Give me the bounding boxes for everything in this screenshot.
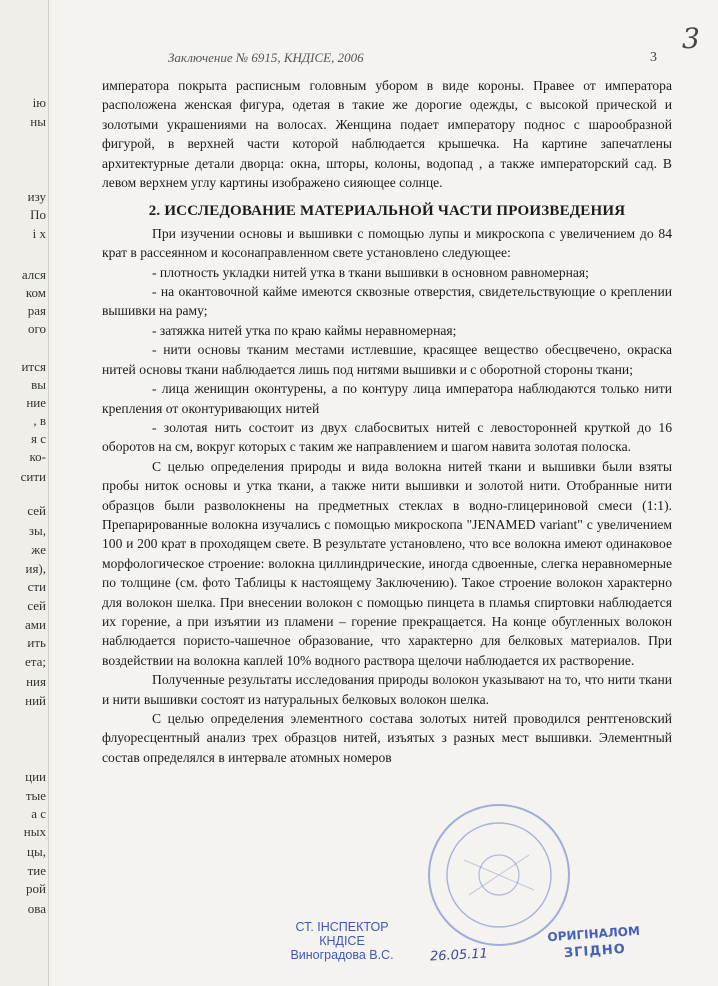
stamp-line: СТ. ІНСПЕКТОР bbox=[295, 920, 389, 934]
margin-fragment: жe bbox=[31, 542, 46, 557]
inspector-stamp bbox=[272, 920, 412, 962]
margin-fragment: ить bbox=[27, 635, 46, 650]
margin-fragment: ами bbox=[25, 617, 46, 632]
margin-fragment: По bbox=[30, 207, 46, 222]
previous-page-edge bbox=[0, 0, 49, 986]
margin-fragment: ны bbox=[30, 114, 46, 129]
margin-fragment: ком bbox=[25, 285, 46, 300]
margin-fragment: сей bbox=[27, 503, 46, 518]
margin-fragment: рой bbox=[26, 881, 46, 896]
handwritten-page-number: 3 bbox=[682, 22, 700, 55]
xrf-paragraph: С целью определения элементного состава золотых нитей проводился рентгеновский флуоресцентный анализ трех образцов нитей, изъятых з разных мест вышивки. Элементный состав определялся в интервале атомных номеров bbox=[102, 711, 672, 765]
running-header: Заключение № 6915, КНДІСЕ, 2006 bbox=[168, 50, 364, 65]
stamp-line: ОРИГІНАЛОМ bbox=[546, 923, 641, 945]
margin-fragment: ета; bbox=[25, 654, 46, 669]
margin-fragment: ия), bbox=[25, 561, 46, 576]
margin-fragment: цы, bbox=[27, 844, 46, 859]
margin-fragment: тие bbox=[27, 863, 46, 878]
signature-date: 26.05.11 bbox=[429, 946, 489, 965]
finding-item: - на окантовочной кайме имеются сквозные отверстия, свидетельствующие о креплении вышивки на раму; bbox=[102, 284, 672, 319]
margin-fragment: ния bbox=[26, 674, 46, 689]
margin-fragment: ко- bbox=[29, 449, 46, 464]
margin-fragment: ных bbox=[23, 824, 46, 839]
margin-fragment: , в bbox=[33, 413, 46, 428]
margin-fragment: изу bbox=[27, 189, 46, 204]
margin-fragment: а с bbox=[31, 806, 46, 821]
results-paragraph: Полученные результаты исследования природы волокон указывают на то, что нити ткани и нити вышивки состоят из натуральных белковых волокон шелка. bbox=[102, 672, 672, 707]
original-copy-stamp bbox=[547, 922, 642, 964]
margin-fragment: зы, bbox=[28, 523, 46, 538]
margin-fragment: сити bbox=[20, 469, 46, 484]
finding-item: - затяжка нитей утка по краю каймы неравномерная; bbox=[152, 322, 457, 338]
margin-fragment: ние bbox=[26, 395, 46, 410]
margin-fragment: ова bbox=[27, 901, 46, 916]
analysis-paragraph: С целью определения природы и вида волокна нитей ткани и вышивки были взяты пробы ниток основы и утка ткани, а также нити вышивки и золотой нити. Отобранные нити образцов были разволокнены на предметных стеклах в водно-глицериновой смеси (1:1). Препарированные волокна изучались с помощью микроскопа "JENAMED variant" с увеличением 100 и 200 крат в проходящем свете. В результате установлено, что все волокна имеют одинаковое морфологическое строение: волокна циллиндрические, иногда сдвоенные, слегка неравномерные по толщине (см. фото Таблицы к настоящему Заключению). Такое строение волокон характерно для волокон шелка. При внесении волокон с помощью пинцета в пламья спиртовки наблюдается их горение, а при изъятии из пламени – горение прекращается. На конце обугленных волокон наблюдается пористо-чашечное образование, что характерно для белковых материалов. При воздействии на волокна капле​й 10% водного раствора щелочи наблюдается их растворение. bbox=[102, 458, 672, 668]
stamp-line: КНДІСЕ bbox=[319, 934, 365, 948]
margin-fragment: сти bbox=[27, 579, 46, 594]
margin-fragment: ого bbox=[27, 321, 46, 336]
margin-fragment: i х bbox=[32, 226, 46, 241]
margin-fragment: вы bbox=[31, 377, 46, 392]
margin-fragment: я с bbox=[31, 431, 46, 446]
stamp-line: ЗГІДНО bbox=[563, 941, 627, 962]
finding-item: - нити основы тканим местами истлевшие, красящее вещество обесцвечено, окраска нитей основы ткани наблюдается лишь под нитями вышивки и с оборотной стороны ткани; bbox=[102, 342, 672, 377]
page-number: 3 bbox=[650, 50, 657, 65]
margin-fragment: ится bbox=[21, 359, 46, 374]
finding-item: - плотность укладки нитей утка в ткани вышивки в основном равномерная; bbox=[152, 264, 589, 280]
study-intro: При изучении основы и вышивки с помощью лупы и микроскопа с увеличением до 84 крат в рассеянном и косонаправленном свете установлено следующее: bbox=[102, 225, 672, 261]
section-heading: 2. ИССЛЕДОВАНИЕ МАТЕРИАЛЬНОЙ ЧАСТИ ПРОИЗВЕДЕНИЯ bbox=[148, 203, 626, 220]
finding-item: - лица женищин оконтурены, а по контуру лица императора наблюдаются только нити крепления от оконтуривающих нитей bbox=[102, 381, 672, 416]
paragraph-description: императора покрыта расписным головным убором в виде короны. Правее от императора расположена женская фигура, одетая в такие же дорогие одежды, с высокой прической и золотыми украшениями на волосах. Женщина подает императору поднос с шарообразной фигурой, в верхней части которой наблюдается крышечка. На картине запечатлены архитектурные детали дворца: окна, шторы, колоны, водопад , а также императорский сад. В левом верхнем углу картины изображено сияющее солнце. bbox=[102, 78, 672, 191]
margin-fragment: тые bbox=[25, 788, 46, 803]
margin-fragment: ции bbox=[25, 769, 46, 784]
margin-fragment: ний bbox=[25, 693, 46, 708]
document-body bbox=[102, 76, 672, 767]
margin-fragment: рая bbox=[27, 303, 46, 318]
margin-fragment: сей bbox=[27, 598, 46, 613]
finding-item: - золотая нить состоит из двух слабосвитых нитей с левосторонней круткой до 16 оборотов на см, вокруг которых с таким же направлением и шагом навита золотая полоска. bbox=[102, 419, 672, 455]
margin-fragment: ался bbox=[21, 267, 46, 282]
margin-fragment: ію bbox=[32, 95, 46, 110]
stamp-line: Виноградова В.С. bbox=[290, 948, 394, 962]
